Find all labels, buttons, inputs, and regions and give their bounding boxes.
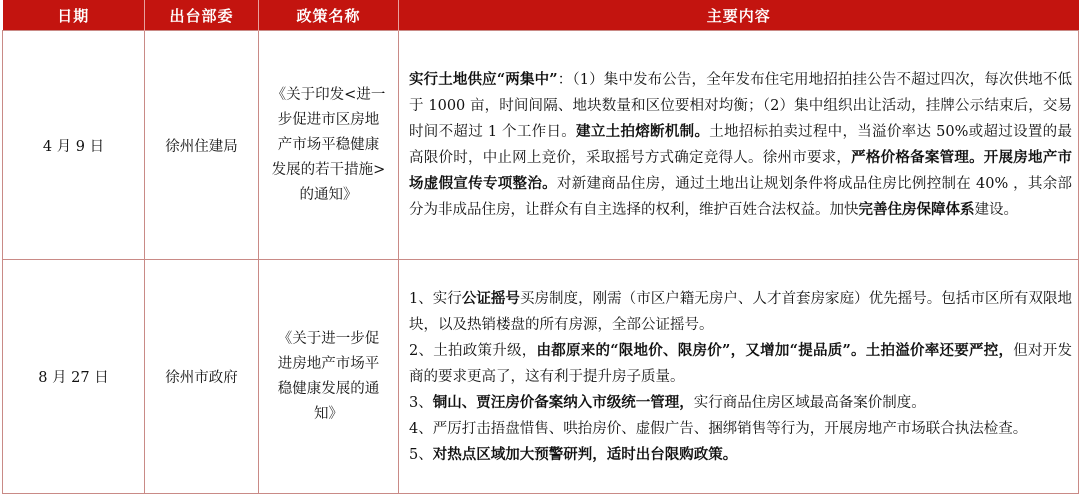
header-name: 政策名称	[259, 0, 399, 31]
content-bold: 建立土拍熔断机制。	[576, 123, 710, 140]
cell-date: 4 月 9 日	[3, 31, 145, 260]
content-text: 土地招标拍卖过程中，当溢价率达 50%或超过设置的最高限价时，中止网上竞价，采取摇号方式确定竞得人。徐州市要求，	[409, 124, 1072, 166]
cell-dept: 徐州住建局	[145, 31, 259, 260]
header-content: 主要内容	[399, 0, 1079, 31]
policy-table	[2, 0, 1079, 494]
cell-content	[399, 31, 1079, 260]
content-text: 对新建商品住房，通过土地出让规划条件将成品住房比例控制在 40% ，其余部分为非成品住房，让群众有自主选择的权利，维护百姓合法权益。加快	[409, 176, 1072, 218]
content-bold: 完善住房保障体系	[858, 201, 975, 218]
content-item-3: 3、铜山、贾汪房价备案纳入市级统一管理，实行商品住房区域最高备案价制度。	[409, 393, 926, 411]
cell-policy-name: 《关于印发<进一步促进市区房地产市场平稳健康发展的若干措施>的通知》	[259, 31, 399, 260]
content-text: 建设。	[974, 202, 1018, 218]
content-item-1: 1、实行公证摇号买房制度，刚需（市区户籍无房户、人才首套房家庭）优先摇号。包括市区所有双限地块，以及热销楼盘的所有房源，全部公证摇号。	[409, 289, 1073, 333]
content-text: ：（1）集中发布公告，全年发布住宅用地招拍挂公告不超过四次，每次供地不低于 1000 亩，时间间隔、地块数量和区位要相对均衡；（2）集中组织出让活动，挂牌公示结束后，交易时间不超过 1 个工作日。	[409, 72, 1072, 140]
content-item-2: 2、土拍政策升级，由都原来的“限地价、限房价”，又增加“提品质”。土拍溢价率还要严控，但对开发商的要求更高了，这有利于提升房子质量。	[409, 341, 1073, 385]
header-date: 日期	[3, 0, 145, 31]
cell-dept: 徐州市政府	[145, 260, 259, 494]
cell-date: 8 月 27 日	[3, 260, 145, 494]
content-bold: 实行土地供应“两集中”	[409, 71, 558, 88]
header-dept: 出台部委	[145, 0, 259, 31]
cell-content	[399, 260, 1079, 494]
table-row	[3, 260, 1079, 494]
header-row	[3, 0, 1079, 31]
table-row	[3, 31, 1079, 260]
content-bold: 严格价格备案管理。开展房地产市场虚假宣传专项整治。	[409, 149, 1072, 192]
content-item-4: 4、严厉打击捂盘惜售、哄抬房价、虚假广告、捆绑销售等行为，开展房地产市场联合执法检查。	[409, 420, 1028, 437]
content-item-5: 5、对热点区域加大预警研判，适时出台限购政策。	[409, 445, 738, 463]
cell-policy-name: 《关于进一步促进房地产市场平稳健康发展的通知》	[259, 260, 399, 494]
